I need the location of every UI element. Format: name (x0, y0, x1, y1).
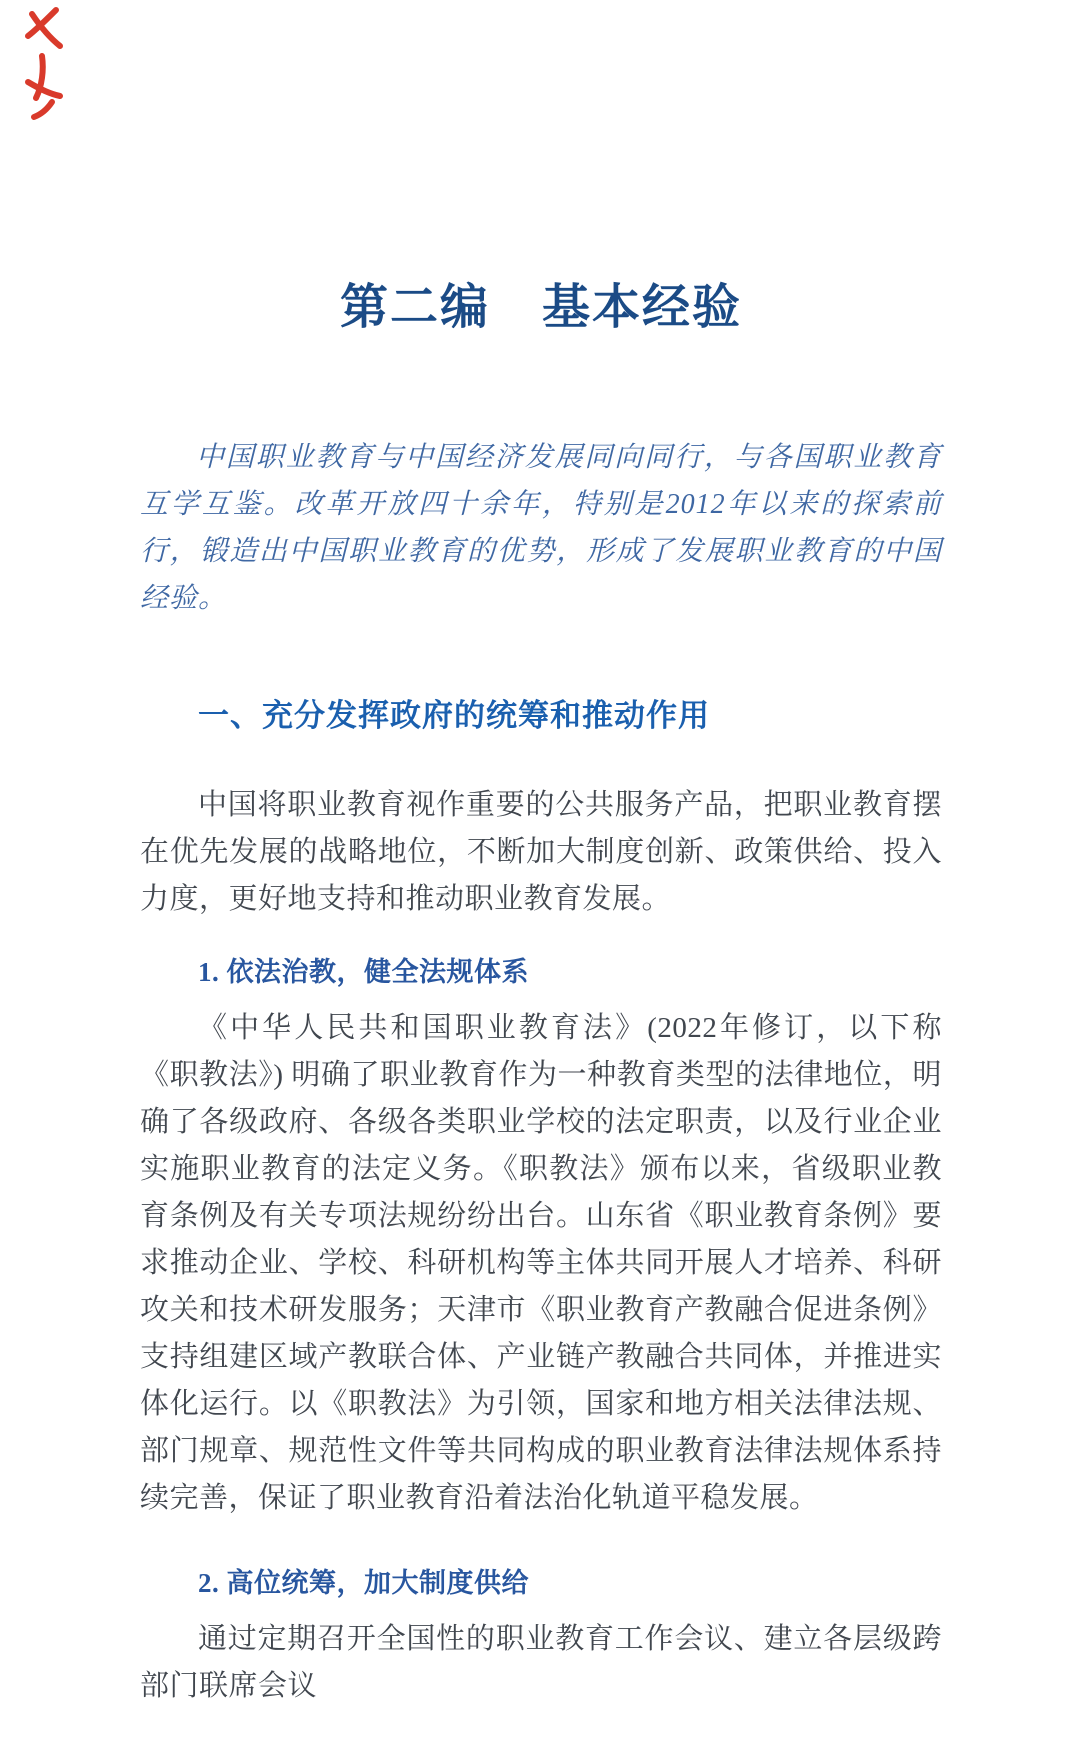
section-heading: 一、充分发挥政府的统筹和推动作用 (198, 698, 710, 733)
red-ink-mark-icon (22, 4, 66, 120)
part-title-prefix: 第二编 (339, 281, 490, 334)
subsection-1-heading: 1. 依法治教，健全法规体系 (198, 957, 529, 987)
subsection-1-paragraph: 《中华人民共和国职业教育法》(2022年修订，以下称《职教法》) 明确了职业教育作为一种教育类型的法律地位，明确了各级政府、各级各类职业学校的法定职责，以及行业企业实施职业教育的法定义务。《职教法》颁布以来，省级职业教育条例及有关专项法规纷纷出台。山东省《职业教育条例》要求推动企业、学校、科研机构等主体共同开展人才培养、科研攻关和技术研发服务；天津市《职业教育产教融合促进条例》支持组建区域产教联合体、产业链产教融合共同体，并推进实体化运行。以《职教法》为引领，国家和地方相关法律法规、部门规章、规范性文件等共同构成的职业教育法律法规体系持续完善，保证了职业教育沿着法治化轨道平稳发展。 (140, 1012, 942, 1514)
part-title (140, 278, 942, 338)
part-title-name: 基本经验 (542, 281, 743, 334)
subsection-2-paragraph: 通过定期召开全国性的职业教育工作会议、建立各层级跨部门联席会议 (140, 1623, 942, 1702)
text-column (140, 0, 942, 1739)
intro-paragraph: 中国职业教育与中国经济发展同向同行，与各国职业教育互学互鉴。改革开放四十余年，特别是2012年以来的探索前行，锻造出中国职业教育的优势，形成了发展职业教育的中国经验。 (140, 442, 942, 614)
subsection-2-heading: 2. 高位统筹，加大制度供给 (198, 1568, 529, 1598)
section-lead-paragraph: 中国将职业教育视作重要的公共服务产品，把职业教育摆在优先发展的战略地位，不断加大制度创新、政策供给、投入力度，更好地支持和推动职业教育发展。 (140, 789, 942, 915)
